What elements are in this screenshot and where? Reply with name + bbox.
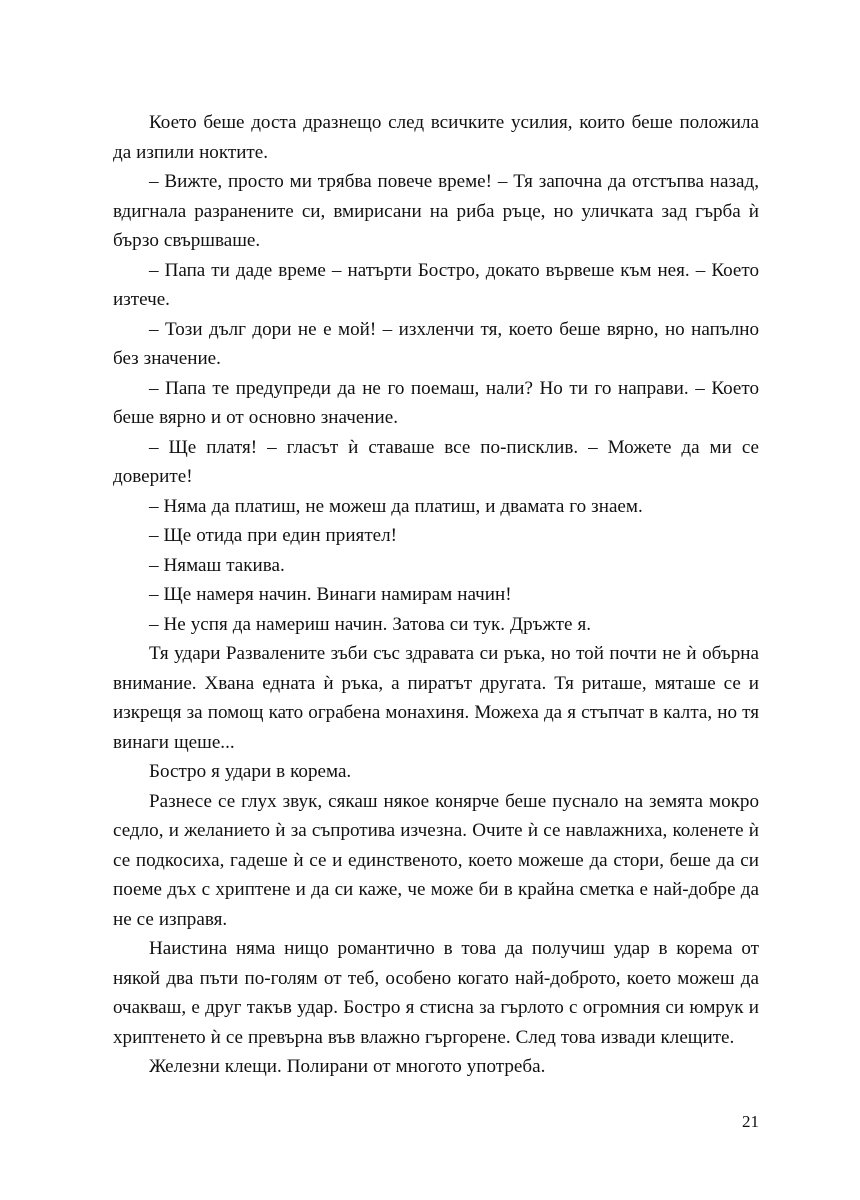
paragraph: Наистина няма нищо романтично в това да получиш удар в корема от някой два пъти по-голям от теб, особено когато най-доброто, което можеш да очакваш, е друг такъв удар. Бостро я стисна за гърлото с огромния си юмрук и хриптенето ѝ се превърна във влажно гъргорене. След това извади клещите. <box>113 938 759 1048</box>
paragraph: – Този дълг дори не е мой! – изхленчи тя, което беше вярно, но напълно без значение. <box>113 318 759 369</box>
paragraph: – Не успя да намериш начин. Затова си тук. Дръжте я. <box>149 613 592 635</box>
page-number: 21 <box>742 1112 759 1131</box>
paragraph: – Нямаш такива. <box>149 554 285 576</box>
paragraph: – Папа те предупреди да не го поемаш, нали? Но ти го направи. – Което беше вярно и от основно значение. <box>113 377 759 428</box>
paragraph: Разнесе се глух звук, сякаш някое конярче беше пуснало на земята мокро седло, и желанието ѝ за съпротива изчезна. Очите ѝ се навлажниха, коленете ѝ се подкосиха, гадеше ѝ се и единственото, което можеше да стори, беше да си поеме дъх с хриптене и да си каже, че може би в крайна сметка е най-добре да не се изправя. <box>113 790 759 930</box>
paragraph: Тя удари Развалените зъби със здравата си ръка, но той почти не ѝ обърна внимание. Хвана едната ѝ ръка, а пиратът другата. Тя риташе, мяташе се и изкрещя за помощ като ограбена монахиня. Можеха да я стъпчат в калта, но тя винаги щеше... <box>113 643 759 753</box>
paragraph: – Ще платя! – гласът ѝ ставаше все по-писклив. – Можете да ми се доверите! <box>113 436 759 487</box>
paragraph: – Ще отида при един приятел! <box>149 525 398 546</box>
paragraph: – Ще намеря начин. Винаги намирам начин! <box>149 584 512 605</box>
paragraph: Бостро я удари в корема. <box>149 761 352 782</box>
paragraph: Което беше доста дразнещо след всичките усилия, които беше положила да изпили ноктите. <box>113 112 759 163</box>
body-text <box>113 108 759 1082</box>
paragraph: – Вижте, просто ми трябва повече време! – Тя започна да отстъпва назад, вдигнала разранените си, вмирисани на риба ръце, но уличката зад гърба ѝ бързо свършваше. <box>113 171 759 251</box>
paragraph: – Няма да платиш, не можеш да платиш, и двамата го знаем. <box>149 495 643 517</box>
paragraph: – Папа ти даде време – натърти Бостро, докато вървеше към нея. – Което изтече. <box>113 259 759 310</box>
paragraph: Железни клещи. Полирани от многото употреба. <box>149 1056 546 1077</box>
